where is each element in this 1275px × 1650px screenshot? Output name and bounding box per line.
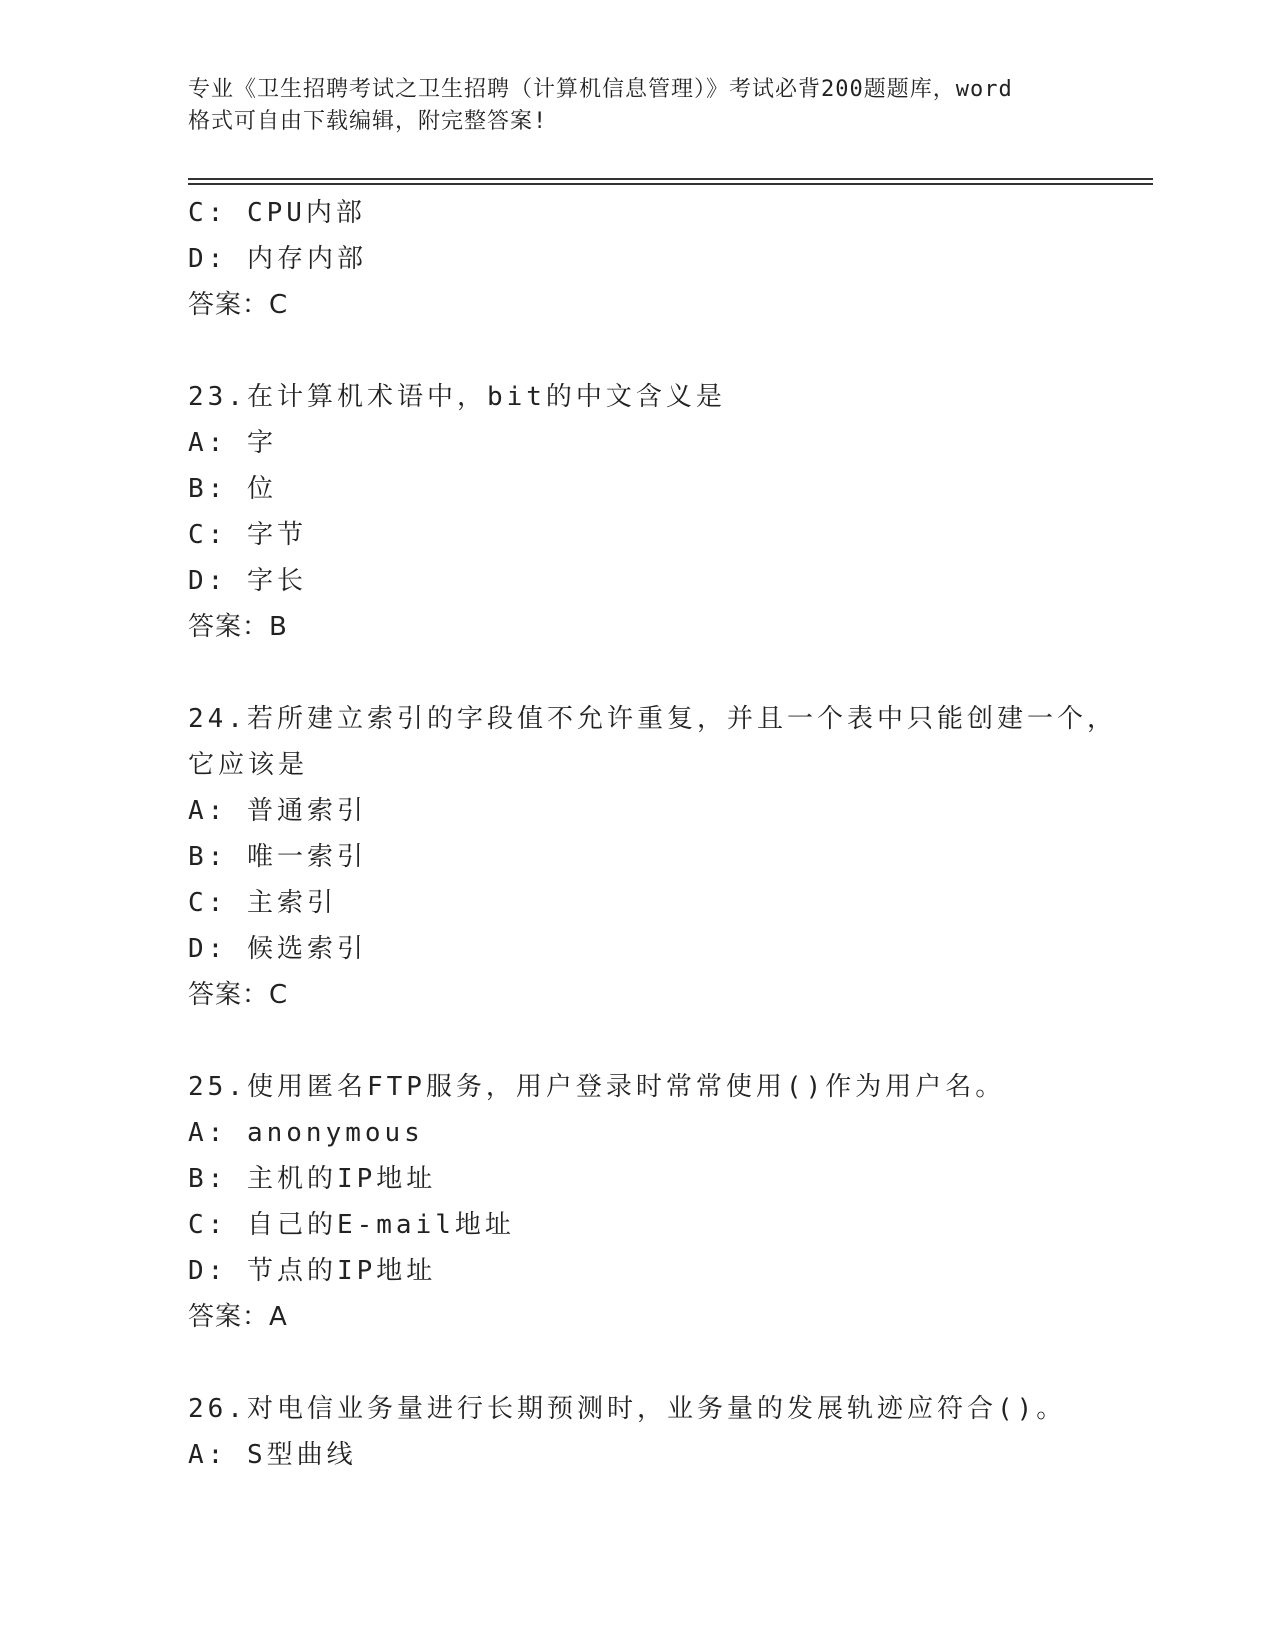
option-b: B: 主机的IP地址 [188,1164,437,1194]
question-25 [188,1064,1148,1340]
header-divider-bottom [188,183,1153,185]
question-text: 25.使用匿名FTP服务，用户登录时常常使用()作为用户名。 [188,1072,1006,1102]
question-26 [188,1386,1148,1478]
question-text: 23.在计算机术语中，bit的中文含义是 [188,382,726,412]
option-d: D: 节点的IP地址 [188,1256,437,1286]
option-a: A: 字 [188,428,277,458]
spacer [188,328,1148,374]
answer: 答案：C [188,980,289,1010]
answer: 答案：B [188,612,288,642]
option-c: C: 字节 [188,520,307,550]
option-d: D: 候选索引 [188,934,367,964]
option-b: B: 位 [188,474,277,504]
question-23 [188,374,1148,650]
spacer [188,1018,1148,1064]
question-list [188,190,1148,1478]
question-text: 24.若所建立索引的字段值不允许重复，并且一个表中只能创建一个， [188,704,1117,734]
option-b: B: 唯一索引 [188,842,367,872]
answer: 答案：C [188,290,289,320]
option-a: A: S型曲线 [188,1440,357,1470]
option-c: C: 自己的E-mail地址 [188,1210,515,1240]
option-d: D: 字长 [188,566,307,596]
option-c: C: CPU内部 [188,198,366,228]
option-d: D: 内存内部 [188,244,367,274]
document-header [188,74,1088,138]
option-c: C: 主索引 [188,888,337,918]
header-divider-top [188,178,1153,180]
header-line-1: 专业《卫生招聘考试之卫生招聘（计算机信息管理）》考试必背200题题库，word [188,77,1013,102]
option-a: A: anonymous [188,1118,424,1148]
question-text: 26.对电信业务量进行长期预测时，业务量的发展轨迹应符合()。 [188,1394,1067,1424]
question-24 [188,696,1148,1018]
question-text-continued: 它应该是 [188,750,309,780]
option-a: A: 普通索引 [188,796,367,826]
header-line-2: 格式可自由下载编辑，附完整答案! [188,109,548,134]
question-22 [188,190,1148,328]
spacer [188,650,1148,696]
answer: 答案：A [188,1302,288,1332]
spacer [188,1340,1148,1386]
